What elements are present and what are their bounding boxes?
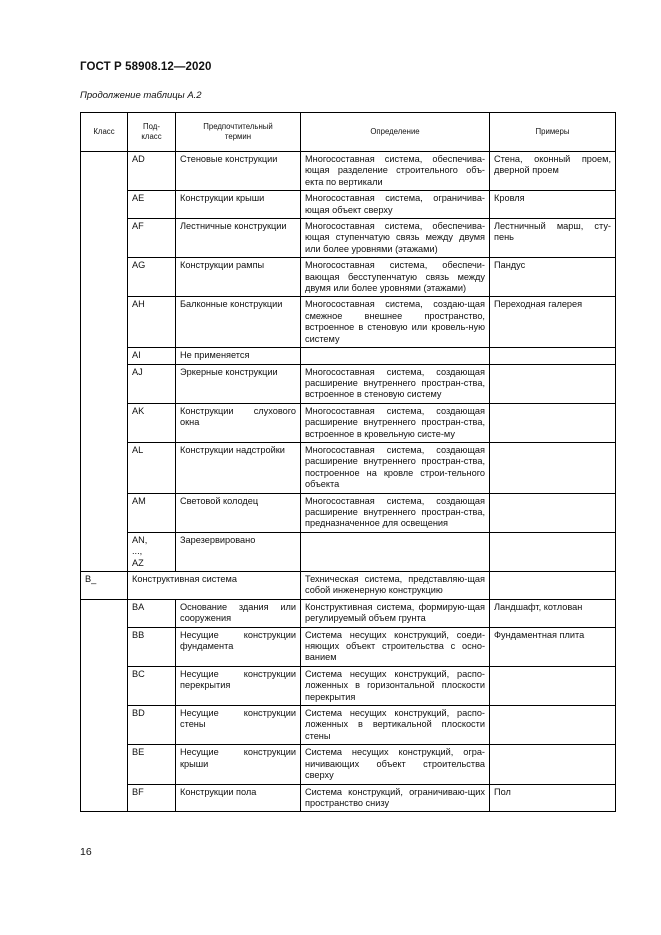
- cell-class: [81, 599, 128, 812]
- cell-examples: Фундаментная плита: [490, 627, 616, 666]
- page-number: 16: [80, 846, 92, 858]
- table-header-row: [81, 113, 616, 152]
- cell-examples: [490, 364, 616, 403]
- header-definition: Определение: [301, 113, 490, 152]
- cell-definition: Многосоставная система, обеспечива-ющая ступенчатую связь между двумя или более уровнями (этажами): [301, 219, 490, 258]
- cell-term: Конструкции крыши: [176, 191, 301, 219]
- cell-term: Несущие конструкции перекрытия: [176, 666, 301, 705]
- cell-definition: Многосоставная система, обеспечива-ющая разделение строительного объ-екта по вертикали: [301, 152, 490, 191]
- cell-term: Конструкции надстройки: [176, 442, 301, 493]
- table-row: [81, 599, 616, 627]
- cell-term: Не применяется: [176, 348, 301, 364]
- cell-examples: [490, 706, 616, 745]
- cell-examples: [490, 666, 616, 705]
- cell-examples: Лестничный марш, сту-пень: [490, 219, 616, 258]
- cell-subclass: AN, ..., AZ: [128, 532, 176, 571]
- cell-definition: Система несущих конструкций, соеди-няющих объект строительства с осно-ванием: [301, 627, 490, 666]
- table-row: [81, 745, 616, 784]
- classification-table: [80, 112, 616, 812]
- cell-term: Балконные конструкции: [176, 297, 301, 348]
- header-class: Класс: [81, 113, 128, 152]
- cell-examples: [490, 532, 616, 571]
- cell-subclass: AJ: [128, 364, 176, 403]
- cell-subclass: BF: [128, 784, 176, 812]
- cell-subclass: AD: [128, 152, 176, 191]
- header-examples: Примеры: [490, 113, 616, 152]
- cell-term: Лестничные конструкции: [176, 219, 301, 258]
- table-caption: Продолжение таблицы А.2: [80, 90, 202, 101]
- cell-definition: Многосоставная система, создающая расширение внутреннего простран-ства, предназначенное для освещения: [301, 493, 490, 532]
- cell-subclass: AG: [128, 258, 176, 297]
- table-row: [81, 152, 616, 191]
- table-row: [81, 666, 616, 705]
- document-standard-number: ГОСТ Р 58908.12—2020: [80, 61, 212, 73]
- cell-class: B_: [81, 572, 128, 600]
- table-row: [81, 442, 616, 493]
- cell-subclass: AM: [128, 493, 176, 532]
- cell-subclass: BB: [128, 627, 176, 666]
- table-body: [81, 152, 616, 812]
- table-row: [81, 532, 616, 571]
- cell-definition: Многосоставная система, создаю-щая смежное внешнее пространство, встроенное в стеновую или кровель-ную систему: [301, 297, 490, 348]
- table-row: [81, 219, 616, 258]
- cell-term: Световой колодец: [176, 493, 301, 532]
- cell-subclass: BC: [128, 666, 176, 705]
- cell-examples: Пандус: [490, 258, 616, 297]
- cell-definition: Конструктивная система, формирую-щая регулируемый объем грунта: [301, 599, 490, 627]
- table-row: [81, 403, 616, 442]
- cell-examples: [490, 348, 616, 364]
- cell-definition: [301, 348, 490, 364]
- table-row: [81, 348, 616, 364]
- table-row: [81, 258, 616, 297]
- cell-term: Конструкции пола: [176, 784, 301, 812]
- header-subclass: Под- класс: [128, 113, 176, 152]
- cell-term: Стеновые конструкции: [176, 152, 301, 191]
- cell-term: Несущие конструкции крыши: [176, 745, 301, 784]
- cell-term: Конструкции слухового окна: [176, 403, 301, 442]
- cell-definition: Система несущих конструкций, распо-ложенных в горизонтальной плоскости перекрытия: [301, 666, 490, 705]
- cell-examples: [490, 572, 616, 600]
- cell-definition: Техническая система, представляю-щая собой инженерную конструкцию: [301, 572, 490, 600]
- cell-class: [81, 152, 128, 572]
- table-row: [81, 706, 616, 745]
- cell-term: Зарезервировано: [176, 532, 301, 571]
- cell-term: Эркерные конструкции: [176, 364, 301, 403]
- cell-examples: Кровля: [490, 191, 616, 219]
- cell-examples: [490, 442, 616, 493]
- header-term: Предпочтительный термин: [176, 113, 301, 152]
- table-row: [81, 364, 616, 403]
- cell-examples: Ландшафт, котлован: [490, 599, 616, 627]
- cell-subclass: AK: [128, 403, 176, 442]
- cell-term: Конструкции рампы: [176, 258, 301, 297]
- table-row: [81, 572, 616, 600]
- cell-subclass: BE: [128, 745, 176, 784]
- cell-examples: Пол: [490, 784, 616, 812]
- cell-examples: Стена, оконный проем, дверной проем: [490, 152, 616, 191]
- table-row: [81, 297, 616, 348]
- cell-definition: Многосоставная система, ограничива-ющая объект сверху: [301, 191, 490, 219]
- cell-examples: [490, 403, 616, 442]
- cell-term: Несущие конструкции фундамента: [176, 627, 301, 666]
- cell-subclass: AE: [128, 191, 176, 219]
- table-row: [81, 784, 616, 812]
- table-row: [81, 191, 616, 219]
- cell-subclass: BD: [128, 706, 176, 745]
- cell-definition: Многосоставная система, создающая расширение внутреннего простран-ства, построенное на кровле строи-тельного объекта: [301, 442, 490, 493]
- cell-subclass: AL: [128, 442, 176, 493]
- cell-definition: Система несущих конструкций, огра-ничивающих объект строительства сверху: [301, 745, 490, 784]
- cell-examples: Переходная галерея: [490, 297, 616, 348]
- cell-definition: Система конструкций, ограничиваю-щих пространство снизу: [301, 784, 490, 812]
- cell-subclass: AH: [128, 297, 176, 348]
- cell-term: Основание здания или сооружения: [176, 599, 301, 627]
- cell-definition: Многосоставная система, обеспечи-вающая бесступенчатую связь между двумя или более уровнями (этажами): [301, 258, 490, 297]
- cell-definition: Многосоставная система, создающая расширение внутреннего простран-ства, встроенное в кровельную систе-му: [301, 403, 490, 442]
- cell-term: Несущие конструкции стены: [176, 706, 301, 745]
- cell-subclass: AI: [128, 348, 176, 364]
- cell-subclass: AF: [128, 219, 176, 258]
- cell-examples: [490, 493, 616, 532]
- cell-definition: Многосоставная система, создающая расширение внутреннего простран-ства, встроенное в стеновую систему: [301, 364, 490, 403]
- table-row: [81, 627, 616, 666]
- cell-definition: [301, 532, 490, 571]
- table-row: [81, 493, 616, 532]
- cell-definition: Система несущих конструкций, распо-ложенных в вертикальной плоскости стены: [301, 706, 490, 745]
- cell-term: Конструктивная система: [128, 572, 301, 600]
- cell-examples: [490, 745, 616, 784]
- cell-subclass: BA: [128, 599, 176, 627]
